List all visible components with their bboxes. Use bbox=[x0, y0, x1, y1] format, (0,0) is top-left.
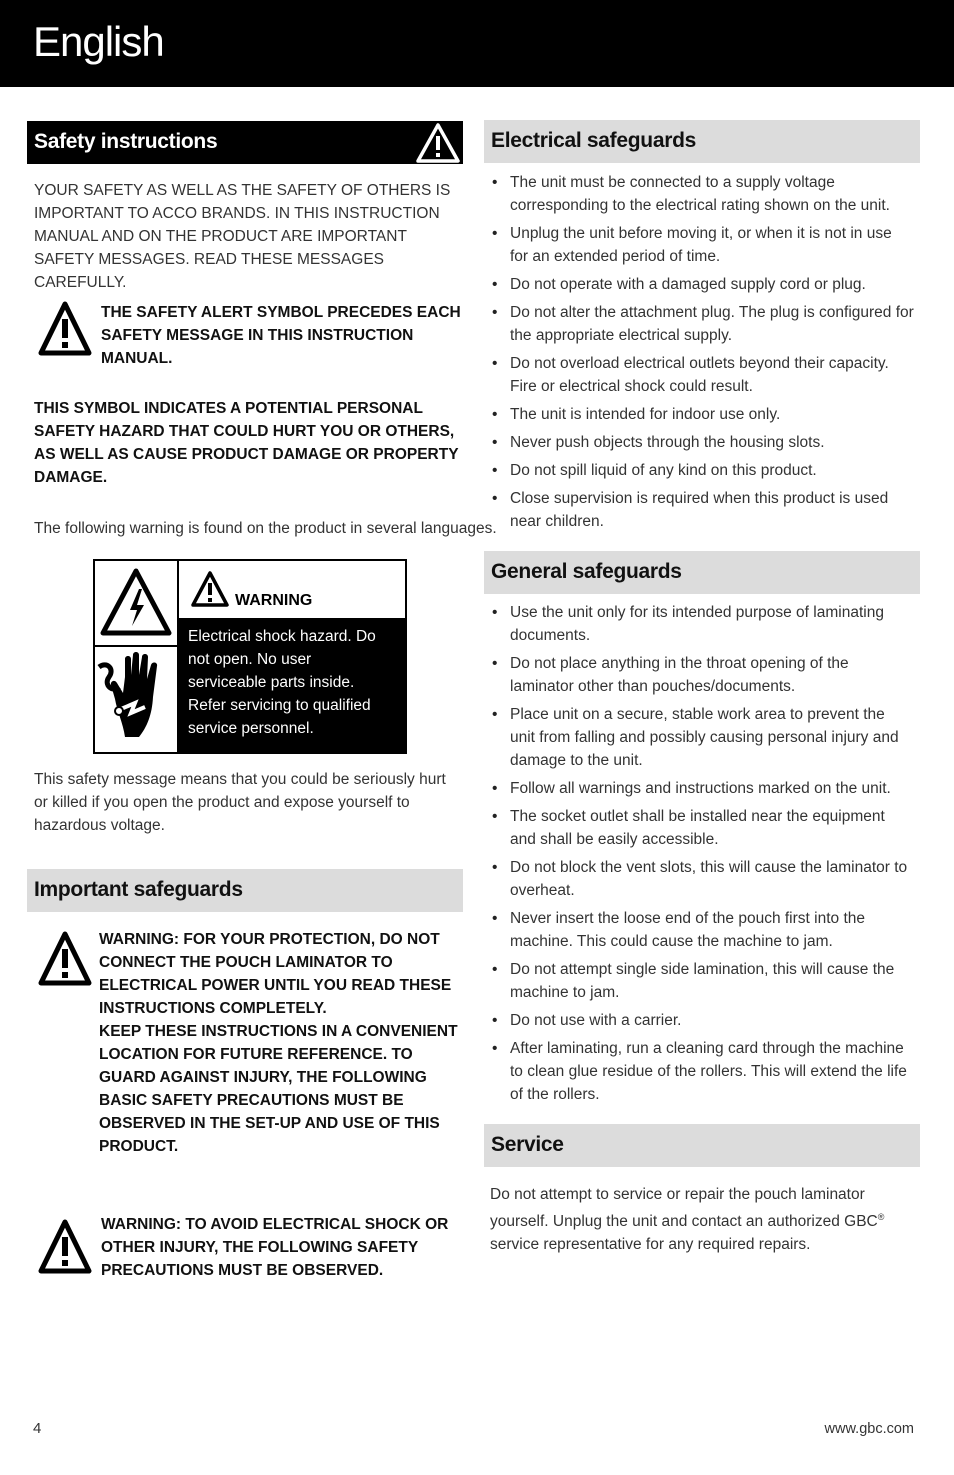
keep-instructions-text: KEEP THESE INSTRUCTIONS IN A CONVENIENT LOCATION FOR FUTURE REFERENCE. TO GUARD AGAINST INJURY, THE FOLLOWING BASIC SAFETY PRECAUTIONS MUST BE OBSERVED IN THE SET-UP AND USE OF THIS PRODUCT. bbox=[99, 1023, 458, 1155]
product-warning-label bbox=[93, 559, 407, 754]
list-item: • Do not operate with a damaged supply cord or plug. bbox=[484, 273, 914, 296]
right-column bbox=[484, 120, 920, 1254]
left-column bbox=[27, 121, 497, 1279]
warning-icons-panel bbox=[95, 561, 179, 752]
service-title: Service bbox=[491, 1133, 564, 1156]
electrical-hazard-icon bbox=[99, 567, 173, 639]
shock-hand-icon bbox=[95, 647, 177, 752]
list-item: • Never push objects through the housing slots. bbox=[484, 431, 914, 454]
electrical-safeguards-header bbox=[484, 120, 920, 163]
list-item: • Follow all warnings and instructions marked on the unit. bbox=[484, 777, 914, 800]
footer-url: www.gbc.com bbox=[824, 1421, 914, 1437]
list-item: • The socket outlet shall be installed near the equipment and shall be easily accessible. bbox=[484, 805, 914, 851]
shock-alert-icon bbox=[37, 1217, 93, 1277]
list-item: • Do not use with a carrier. bbox=[484, 1009, 914, 1032]
safety-instructions-header bbox=[27, 121, 463, 164]
general-safeguards-list bbox=[484, 601, 914, 1111]
warning-protection-text: WARNING: FOR YOUR PROTECTION, DO NOT CONNECT THE POUCH LAMINATOR TO ELECTRICAL POWER UNTIL YOU READ THESE INSTRUCTIONS COMPLETELY. bbox=[99, 931, 452, 1017]
list-item: • Do not block the vent slots, this will cause the laminator to overheat. bbox=[484, 856, 914, 902]
following-warning-text: The following warning is found on the product in several languages. bbox=[34, 520, 497, 537]
language-title: English bbox=[33, 18, 164, 65]
service-text-part-b: service representative for any required repairs. bbox=[490, 1236, 811, 1254]
service-text bbox=[490, 1183, 915, 1256]
list-item: • Place unit on a secure, stable work area to prevent the unit from falling and possibly causing personal injury and damage to the unit. bbox=[484, 703, 914, 772]
list-item: • After laminating, run a cleaning card through the machine to clean glue residue of the rollers. This will extend the life of the rollers. bbox=[484, 1037, 914, 1106]
symbol-indicates-text: THIS SYMBOL INDICATES A POTENTIAL PERSONAL SAFETY HAZARD THAT COULD HURT YOU OR OTHERS, AS WELL AS CAUSE PRODUCT DAMAGE OR PROPERTY DAMAGE. bbox=[34, 400, 459, 486]
list-item: • Do not alter the attachment plug. The plug is configured for the appropriate electrical supply. bbox=[484, 301, 914, 347]
list-item: • Do not spill liquid of any kind on this product. bbox=[484, 459, 914, 482]
list-item: • Do not attempt single side lamination, this will cause the machine to jam. bbox=[484, 958, 914, 1004]
list-item: • Do not overload electrical outlets beyond their capacity. Fire or electrical shock could result. bbox=[484, 352, 914, 398]
important-alert-icon bbox=[37, 929, 93, 989]
message-means-text: This safety message means that you could be seriously hurt or killed if you open the product and expose yourself to hazardous voltage. bbox=[34, 771, 446, 834]
top-bar bbox=[0, 0, 954, 87]
safety-alert-icon bbox=[37, 299, 93, 359]
warning-label-body bbox=[179, 620, 405, 752]
warning-small-icon bbox=[189, 569, 231, 609]
warning-label-text: Electrical shock hazard. Do not open. No user serviceable parts inside. Refer servicing to qualified service personnel. bbox=[188, 628, 376, 737]
important-safeguards-title: Important safeguards bbox=[34, 878, 243, 901]
safety-instructions-title: Safety instructions bbox=[34, 130, 218, 153]
list-item: • Close supervision is required when this product is used near children. bbox=[484, 487, 914, 533]
list-item: • Unplug the unit before moving it, or when it is not in use for an extended period of time. bbox=[484, 222, 914, 268]
service-header bbox=[484, 1124, 920, 1167]
warning-label-header bbox=[179, 561, 405, 620]
safety-intro: YOUR SAFETY AS WELL AS THE SAFETY OF OTHERS IS IMPORTANT TO ACCO BRANDS. IN THIS INSTRUCTION MANUAL AND ON THE PRODUCT ARE IMPORTANT SAFETY MESSAGES. READ THESE MESSAGES CAREFULLY. bbox=[34, 182, 451, 291]
list-item: • The unit is intended for indoor use only. bbox=[484, 403, 914, 426]
warning-triangle-icon bbox=[415, 121, 461, 164]
registered-mark: ® bbox=[877, 1212, 885, 1222]
list-item: • Use the unit only for its intended purpose of laminating documents. bbox=[484, 601, 914, 647]
alert-symbol-text: THE SAFETY ALERT SYMBOL PRECEDES EACH SAFETY MESSAGE IN THIS INSTRUCTION MANUAL. bbox=[101, 304, 461, 367]
electrical-safeguards-title: Electrical safeguards bbox=[491, 129, 696, 152]
general-safeguards-title: General safeguards bbox=[491, 560, 682, 583]
list-item: • Never insert the loose end of the pouch first into the machine. This could cause the machine to jam. bbox=[484, 907, 914, 953]
page-number: 4 bbox=[33, 1420, 42, 1437]
general-safeguards-header bbox=[484, 551, 920, 594]
service-text-part-a: Do not attempt to service or repair the pouch laminator yourself. Unplug the unit and contact an authorized GBC bbox=[490, 1186, 878, 1231]
list-item: • The unit must be connected to a supply voltage corresponding to the electrical rating shown on the unit. bbox=[484, 171, 914, 217]
warning-label-title: WARNING bbox=[235, 592, 313, 609]
list-item: • Do not place anything in the throat opening of the laminator other than pouches/documents. bbox=[484, 652, 914, 698]
electrical-safeguards-list bbox=[484, 171, 914, 538]
important-safeguards-header bbox=[27, 869, 463, 912]
warning-shock-text: WARNING: TO AVOID ELECTRICAL SHOCK OR OTHER INJURY, THE FOLLOWING SAFETY PRECAUTIONS MUST BE OBSERVED. bbox=[101, 1216, 449, 1279]
